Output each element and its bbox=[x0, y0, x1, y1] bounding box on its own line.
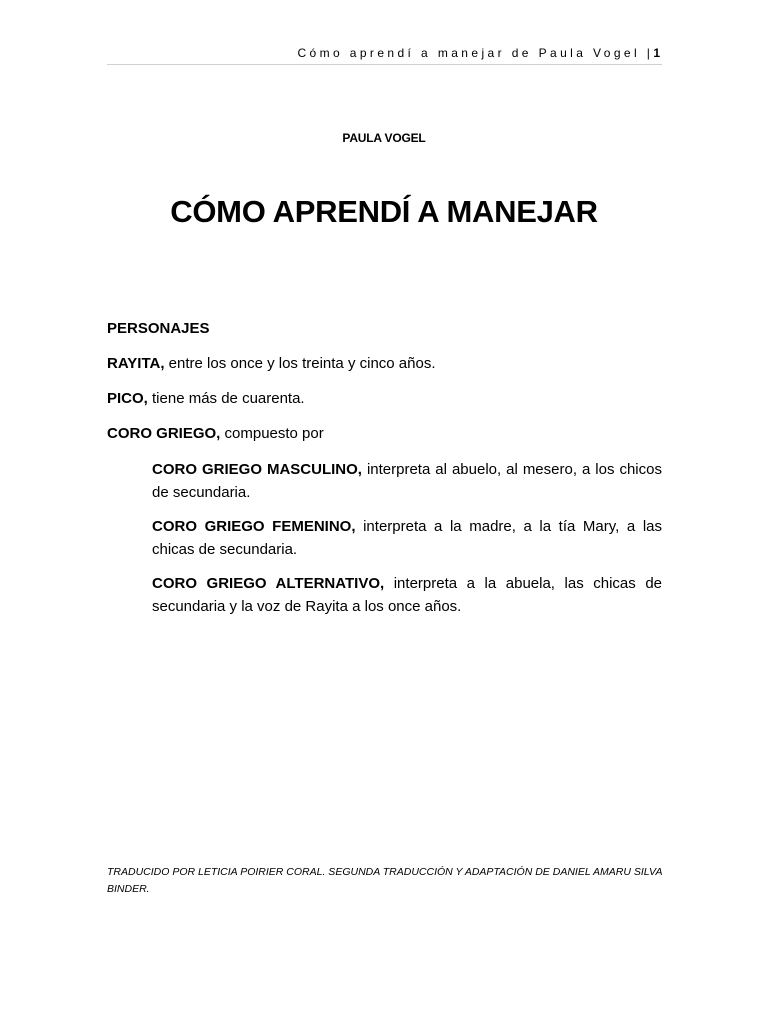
character-name: CORO GRIEGO ALTERNATIVO, bbox=[152, 575, 385, 592]
character-name: CORO GRIEGO MASCULINO, bbox=[152, 461, 362, 478]
translation-credit: TRADUCIDO POR LETICIA POIRIER CORAL. SEGUNDA TRADUCCIÓN Y ADAPTACIÓN DE DANIEL AMARU SILVA BINDER. bbox=[107, 866, 663, 895]
header-divider bbox=[107, 64, 662, 65]
author-name: PAULA VOGEL bbox=[342, 131, 426, 145]
characters-heading-text: PERSONAJES bbox=[107, 320, 210, 337]
character-description: interpreta a la madre, a la tía Mary, a las chicas de secundaria. bbox=[152, 518, 662, 558]
character-description: interpreta al abuelo, al mesero, a los chicos de secundaria. bbox=[152, 461, 662, 501]
running-title: Cómo aprendí a manejar de Paula Vogel | bbox=[297, 46, 654, 60]
character-name: CORO GRIEGO FEMENINO, bbox=[152, 518, 356, 535]
character-description: tiene más de cuarenta. bbox=[147, 390, 305, 407]
character-pico bbox=[107, 388, 662, 410]
document-title: CÓMO APRENDÍ A MANEJAR bbox=[170, 194, 598, 229]
character-name: PICO, bbox=[107, 390, 148, 407]
running-header bbox=[107, 46, 662, 60]
character-description: interpreta a la abuela, las chicas de secundaria y la voz de Rayita a los once años. bbox=[152, 575, 663, 615]
character-description: compuesto por bbox=[220, 425, 324, 442]
character-coro bbox=[107, 423, 662, 445]
character-name: RAYITA, bbox=[107, 355, 165, 372]
characters-heading bbox=[107, 318, 662, 340]
character-coro-femenino bbox=[152, 515, 662, 561]
page-number: 1 bbox=[653, 46, 662, 60]
character-rayita bbox=[107, 353, 662, 375]
character-description: entre los once y los treinta y cinco años. bbox=[164, 355, 436, 372]
character-coro-masculino bbox=[152, 458, 662, 504]
character-name: CORO GRIEGO, bbox=[107, 425, 221, 442]
character-coro-alternativo bbox=[152, 572, 662, 618]
